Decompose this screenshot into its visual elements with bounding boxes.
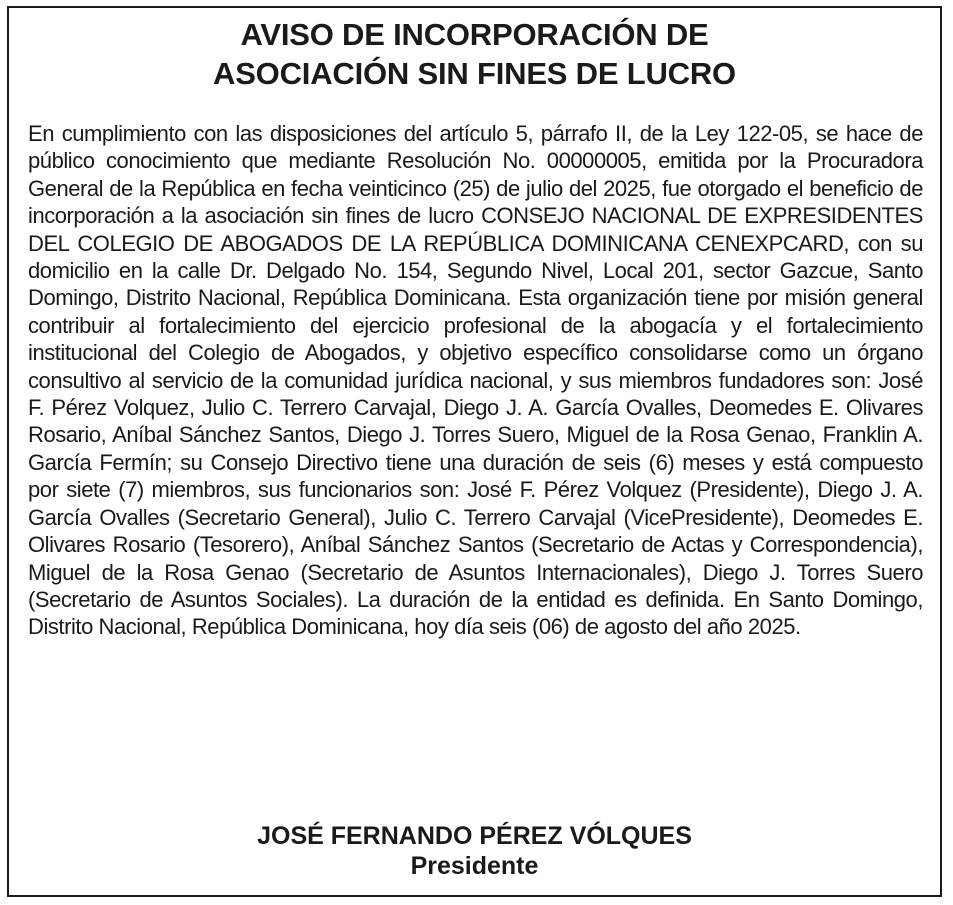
- signatory-role: Presidente: [410, 852, 539, 880]
- notice-title: [9, 15, 940, 93]
- signature-block: [9, 821, 940, 881]
- signatory-name: JOSÉ FERNANDO PÉREZ VÓLQUES: [257, 822, 692, 850]
- notice-body: En cumplimiento con las disposiciones del artículo 5, párrafo II, de la Ley 122-05, se hace de público conocimiento que mediante Resolución No. 00000005, emitida por la Procuradora General de la República en fecha veinticinco (25) de julio del 2025, fue otorgado el beneficio de incorporación a la asociación sin fines de lucro CONSEJO NACIONAL DE EXPRESIDENTES DEL COLEGIO DE ABOGADOS DE LA REPÚBLICA DOMINICANA CENEXPCARD, con su domicilio en la calle Dr. Delgado No. 154, Segundo Nivel, Local 201, sector Gazcue, Santo Domingo, Distrito Nacional, República Dominicana. Esta organización tiene por misión general contribuir al fortalecimiento del ejercicio profesional de la abogacía y el fortalecimiento institucional del Colegio de Abogados, y objetivo específico consolidarse como un órgano consultivo al servicio de la comunidad jurídica nacional, y sus miembros fundadores son: José F. Pérez Volquez, Julio C. Terrero Carvajal, Diego J. A. García Ovalles, Deomedes E. Olivares Rosario, Aníbal Sánchez Santos, Diego J. Torres Suero, Miguel de la Rosa Genao, Franklin A. García Fermín; su Consejo Directivo tiene una duración de seis (6) meses y está compuesto por siete (7) miembros, sus funcionarios son: José F. Pérez Volquez (Presidente), Diego J. A. García Ovalles (Secretario General), Julio C. Terrero Carvajal (VicePresidente), Deomedes E. Olivares Rosario (Tesorero), Aníbal Sánchez Santos (Secretario de Actas y Correspondencia), Miguel de la Rosa Genao (Secretario de Asuntos Internacionales), Diego J. Torres Suero (Secretario de Asuntos Sociales). La duración de la entidad es definida. En Santo Domingo, Distrito Nacional, República Dominicana, hoy día seis (06) de agosto del año 2025.: [28, 121, 923, 640]
- title-line-2: ASOCIACIÓN SIN FINES DE LUCRO: [213, 56, 736, 91]
- title-line-1: AVISO DE INCORPORACIÓN DE: [240, 17, 709, 52]
- notice-box: [7, 6, 942, 897]
